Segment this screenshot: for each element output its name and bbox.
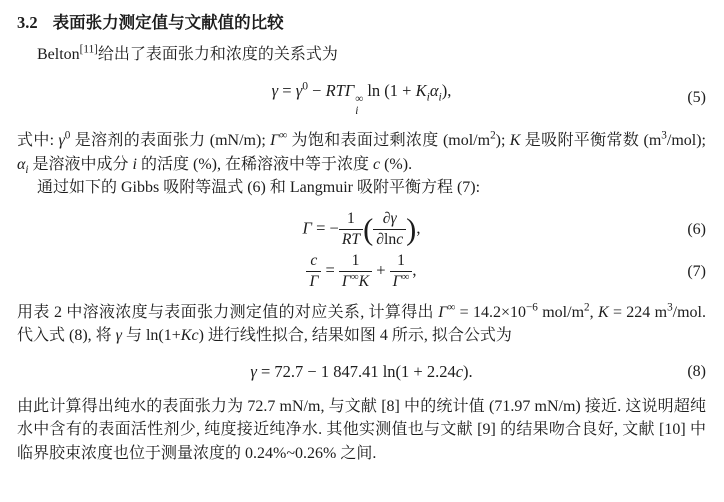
- equation-5: [17, 79, 706, 118]
- paragraph-fitting-procedure: 用表 2 中溶液浓度与表面张力测定值的对应关系, 计算得出 $\Gamma^\infty = 14.2\times 10^{-6}$ mol/$m^2$, K = 224 $m^3$/mol. 代入式 (8), 将 γ 与 ln(1+Kc) 进行线性拟合, 结果如图 4 所示, 拟合公式为: [17, 301, 706, 345]
- equation-7: [17, 252, 706, 291]
- equation-5-formula: $\gamma = \gamma^0 - RT\Gamma$ ∞ i $\ln (1 + K_i\alpha_i)$,: [271, 80, 452, 117]
- equation-6: [17, 210, 706, 249]
- paragraph-belton-intro: Belton[11]给出了表面张力和浓度的关系式为: [37, 43, 338, 63]
- section-heading: [17, 12, 706, 34]
- equation-8-number: (8): [687, 362, 706, 380]
- section-number: 3.2: [17, 13, 38, 32]
- section-title: 表面张力测定值与文献值的比较: [52, 13, 284, 32]
- paragraph-conclusion: 由此计算得出纯水的表面张力为 72.7 mN/m, 与文献 [8] 中的统计值 (71.97 mN/m) 接近. 这说明超纯水中含有的表面活性剂少, 纯度接近纯净水. 其他实测值也与文献 [9] 的结果吻合良好, 文献 [10] 中临界胶束浓度也位于测量浓度的 0.24%~0.26% 之间.: [17, 397, 706, 462]
- paragraph-gibbs-langmuir-intro: 通过如下的 Gibbs 吸附等温式 (6) 和 Langmuir 吸附平衡方程 (7):: [37, 179, 481, 197]
- equation-7-formula: $\frac{c}{\Gamma}$ = $\frac{1}{\Gamma^\infty K}$ + $\frac{1}{\Gamma^\infty}$ ,: [306, 252, 416, 291]
- paragraph-variable-definitions: 式中: $\gamma^0$ 是溶剂的表面张力 (mN/m); Γ∞ 为饱和表面过剩浓度 $(mol/m^2)$; K 是吸附平衡常数 $(m^3/mol)$; $\alpha_i$ 是溶液中成分 i 的活度 (%), 在稀溶液中等于浓度 c (%).: [17, 129, 706, 176]
- equation-6-number: (6): [687, 220, 706, 238]
- equation-7-number: (7): [687, 262, 706, 280]
- equation-5-number: (5): [687, 89, 706, 107]
- equation-8: [17, 360, 706, 383]
- equation-8-formula: γ = 72.7 − 1 847.41 ln(1 + 2.24c).: [250, 361, 473, 381]
- equation-6-formula: Γ = − $\frac{1}{RT}$ ( $\frac{\partial\gamma}{\partial\ln c}$ ),: [302, 209, 421, 248]
